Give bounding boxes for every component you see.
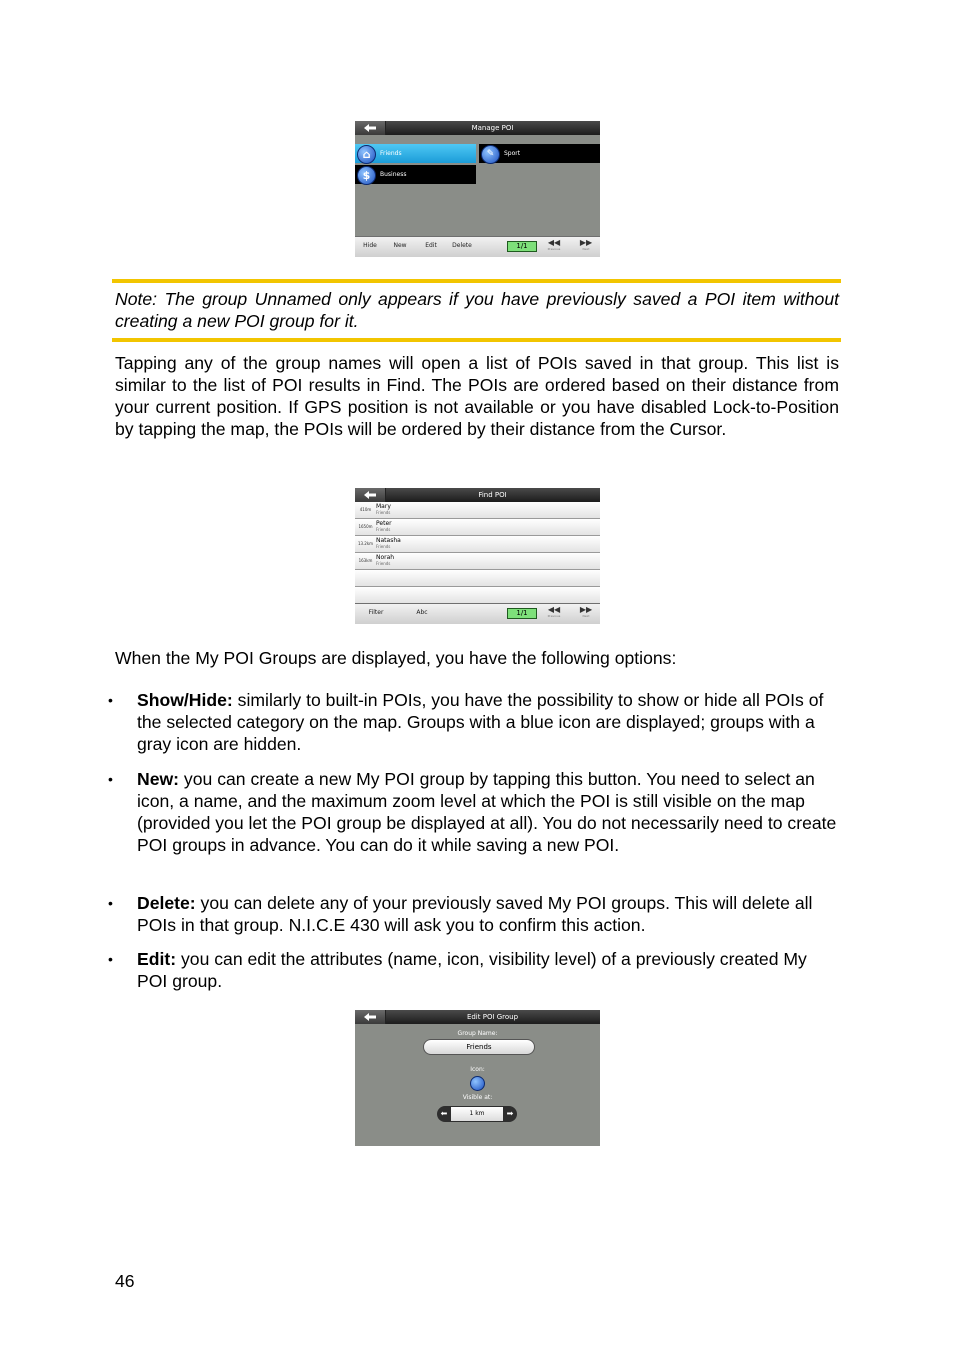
poi-group: Friends bbox=[376, 544, 391, 549]
tile-label: Business bbox=[380, 171, 407, 178]
dollar-icon: $ bbox=[357, 166, 376, 185]
poi-distance: 410m bbox=[359, 507, 372, 512]
poi-name: Peter bbox=[376, 520, 392, 527]
edit-button[interactable]: Edit bbox=[425, 242, 437, 249]
rewind-icon: ◀◀ bbox=[547, 238, 561, 247]
poi-group: Friends bbox=[376, 510, 391, 515]
bullet-term: Delete: bbox=[137, 893, 196, 913]
poi-distance: 13.2km bbox=[357, 541, 374, 546]
sport-icon: ✎ bbox=[481, 145, 500, 164]
group-tile-business[interactable] bbox=[355, 165, 476, 184]
list-item[interactable] bbox=[355, 519, 600, 536]
friends-icon: ⌂ bbox=[357, 145, 376, 164]
empty-row bbox=[355, 570, 600, 587]
friends-icon[interactable] bbox=[470, 1076, 485, 1091]
icon-label: Icon: bbox=[470, 1066, 485, 1073]
group-tile-sport[interactable] bbox=[479, 144, 600, 163]
list-item[interactable] bbox=[355, 536, 600, 553]
back-button[interactable] bbox=[355, 1010, 386, 1024]
bullet-text: similarly to built-in POIs, you have the possibility to show or hide all POIs of the selected category on the map. Groups with a blue icon are displayed; groups with a gray icon are hidden. bbox=[137, 690, 824, 754]
fast-forward-icon: ▶▶ bbox=[579, 605, 593, 614]
next-page-button[interactable] bbox=[575, 606, 597, 622]
bullet-term: Edit: bbox=[137, 949, 177, 969]
note-bottom-rule bbox=[112, 338, 841, 342]
bullet-glyph: • bbox=[108, 692, 113, 708]
find-poi-screenshot bbox=[355, 488, 600, 624]
previous-page-button[interactable] bbox=[543, 606, 565, 622]
group-name-field[interactable]: Friends bbox=[423, 1039, 535, 1055]
poi-group: Friends bbox=[376, 561, 391, 566]
delete-button[interactable]: Delete bbox=[452, 242, 472, 249]
list-item-delete bbox=[108, 892, 842, 936]
tile-label: Sport bbox=[504, 150, 521, 157]
bullet-glyph: • bbox=[108, 771, 113, 787]
bullet-text: you can create a new My POI group by tapping this button. You need to select an icon, a name, and the maximum zoom level at which the POI is still visible on the map (provided you let the POI group be displayed at all). You do not necessarily need to create POI groups in advance. You can do it while saving a new POI. bbox=[137, 769, 837, 855]
group-tile-friends[interactable] bbox=[355, 144, 476, 163]
new-button[interactable]: New bbox=[393, 242, 407, 249]
note-top-rule bbox=[112, 279, 841, 283]
bullet-glyph: • bbox=[108, 895, 113, 911]
group-name-label: Group Name: bbox=[457, 1030, 498, 1037]
title-bar bbox=[355, 1010, 600, 1024]
back-button[interactable] bbox=[355, 121, 386, 135]
manage-poi-screenshot bbox=[355, 121, 600, 257]
fast-forward-icon: ▶▶ bbox=[579, 238, 593, 247]
tile-label: Friends bbox=[380, 150, 402, 157]
bullet-text: you can delete any of your previously saved My POI groups. This will delete all POIs in that group. N.I.C.E 430 will ask you to confirm this action. bbox=[137, 893, 813, 935]
page-number: 46 bbox=[115, 1271, 135, 1291]
back-arrow-icon bbox=[364, 491, 376, 499]
list-item-new bbox=[108, 768, 842, 856]
edit-poi-group-screenshot bbox=[355, 1010, 600, 1146]
empty-row bbox=[355, 587, 600, 604]
screen-title: Find POI bbox=[478, 491, 507, 499]
poi-name: Natasha bbox=[376, 537, 401, 544]
visible-at-label: Visible at: bbox=[462, 1094, 493, 1101]
next-label: Next bbox=[582, 614, 590, 618]
list-item[interactable] bbox=[355, 502, 600, 519]
screen-title: Edit POI Group bbox=[466, 1013, 519, 1021]
bullet-text: you can edit the attributes (name, icon, visibility level) of a previously created My POI group. bbox=[137, 949, 807, 991]
arrow-right-icon[interactable]: ➡ bbox=[506, 1109, 514, 1118]
list-item-show-hide bbox=[108, 689, 842, 755]
poi-group: Friends bbox=[376, 527, 391, 532]
previous-page-button[interactable] bbox=[543, 239, 565, 255]
arrow-left-icon[interactable]: ⬅ bbox=[440, 1109, 448, 1118]
back-arrow-icon bbox=[364, 1013, 376, 1021]
back-button[interactable] bbox=[355, 488, 386, 502]
list-item-edit bbox=[108, 948, 842, 992]
visibility-stepper[interactable] bbox=[437, 1106, 517, 1122]
bullet-term: New: bbox=[137, 769, 180, 789]
title-bar bbox=[355, 488, 600, 502]
previous-label: Previous bbox=[547, 614, 561, 618]
body-paragraph-1: Tapping any of the group names will open a list of POIs saved in that group. This list is similar to the list of POI results in Find. The POIs are ordered based on their distance from your current position. If GPS position is not available or you have disabled Lock-to-Position by tapping the map, the POIs will be ordered by their distance from the Cursor. bbox=[115, 353, 839, 439]
visibility-value: 1 km bbox=[451, 1107, 503, 1121]
page-indicator: 1/1 bbox=[507, 241, 537, 252]
note-text: Note: The group Unnamed only appears if you have previously saved a POI item without creating a new POI group for it. bbox=[115, 289, 839, 331]
page-indicator: 1/1 bbox=[507, 608, 537, 619]
previous-label: Previous bbox=[547, 247, 561, 251]
rewind-icon: ◀◀ bbox=[547, 605, 561, 614]
bullet-term: Show/Hide: bbox=[137, 690, 233, 710]
back-arrow-icon bbox=[364, 124, 376, 132]
body-paragraph-2: When the My POI Groups are displayed, you have the following options: bbox=[115, 648, 677, 668]
bullet-glyph: • bbox=[108, 951, 113, 967]
poi-distance: 163km bbox=[358, 558, 373, 563]
screen-title: Manage POI bbox=[471, 124, 514, 132]
poi-name: Mary bbox=[376, 503, 391, 510]
hide-button[interactable]: Hide bbox=[363, 242, 377, 249]
bottom-toolbar bbox=[355, 603, 600, 624]
title-bar bbox=[355, 121, 600, 135]
poi-distance: 1650m bbox=[358, 524, 373, 529]
next-label: Next bbox=[582, 247, 590, 251]
list-item[interactable] bbox=[355, 553, 600, 570]
filter-button[interactable]: Filter bbox=[368, 609, 384, 616]
poi-name: Norah bbox=[376, 554, 395, 561]
bottom-toolbar bbox=[355, 236, 600, 257]
abc-button[interactable]: Abc bbox=[416, 609, 428, 616]
next-page-button[interactable] bbox=[575, 239, 597, 255]
